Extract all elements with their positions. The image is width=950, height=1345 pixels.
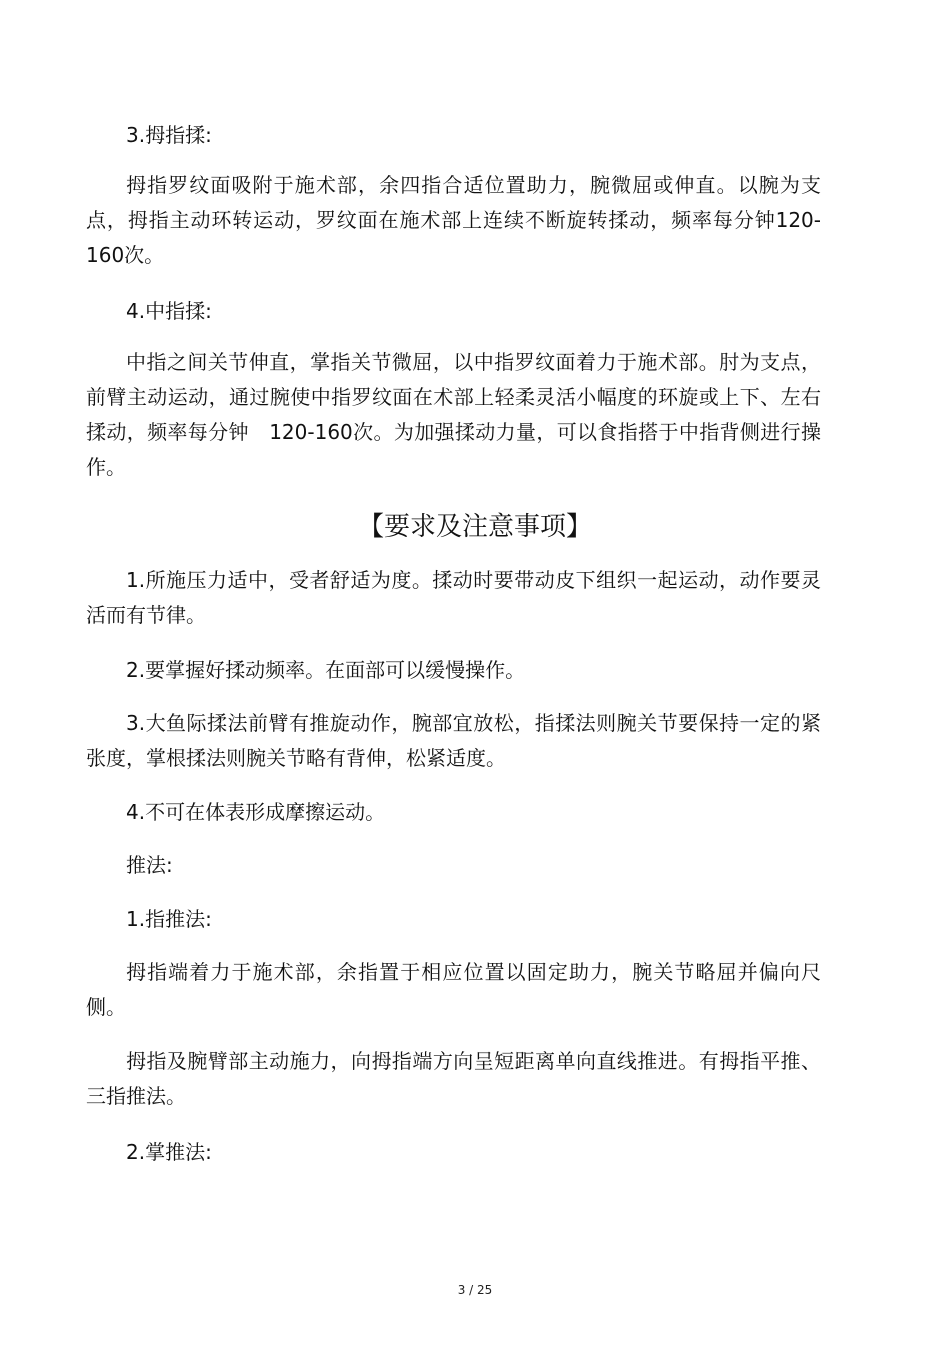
requirement-item-2: 2.要掌握好揉动频率。在面部可以缓慢操作。 — [126, 658, 526, 682]
subheading-thumb-kneading: 3.拇指揉: — [126, 123, 212, 147]
page-number: 3 / 25 — [457, 1283, 493, 1297]
paragraph-thumb-kneading: 拇指罗纹面吸附于施术部，余四指合适位置助力，腕微屈或伸直。以腕为支点，拇指主动环转运动，罗纹面在施术部上连续不断旋转揉动，频率每分钟120-160次。 — [86, 173, 821, 267]
subheading-middle-finger-kneading: 4.中指揉: — [126, 299, 212, 323]
subheading-palm-pushing: 2.掌推法: — [126, 1140, 212, 1164]
requirement-item-3: 3.大鱼际揉法前臂有推旋动作，腕部宜放松，指揉法则腕关节要保持一定的紧张度，掌根揉法则腕关节略有背伸，松紧适度。 — [86, 711, 821, 770]
paragraph-finger-pushing-1: 拇指端着力于施术部，余指置于相应位置以固定助力，腕关节略屈并偏向尺侧。 — [86, 960, 821, 1019]
paragraph-middle-finger-kneading: 中指之间关节伸直，掌指关节微屈，以中指罗纹面着力于施术部。肘为支点，前臂主动运动，通过腕使中指罗纹面在术部上轻柔灵活小幅度的环旋或上下、左右揉动，频率每分钟 120-160次。为加强揉动力量，可以食指搭于中指背侧进行操作。 — [86, 350, 821, 479]
subheading-finger-pushing: 1.指推法: — [126, 907, 212, 931]
subheading-pushing-method: 推法: — [126, 853, 173, 877]
requirement-item-1: 1.所施压力适中，受者舒适为度。揉动时要带动皮下组织一起运动，动作要灵活而有节律。 — [86, 568, 821, 627]
requirement-item-4: 4.不可在体表形成摩擦运动。 — [126, 800, 386, 824]
paragraph-finger-pushing-2: 拇指及腕臂部主动施力，向拇指端方向呈短距离单向直线推进。有拇指平推、三指推法。 — [86, 1049, 821, 1108]
section-heading-requirements: 【要求及注意事项】 — [357, 512, 592, 542]
